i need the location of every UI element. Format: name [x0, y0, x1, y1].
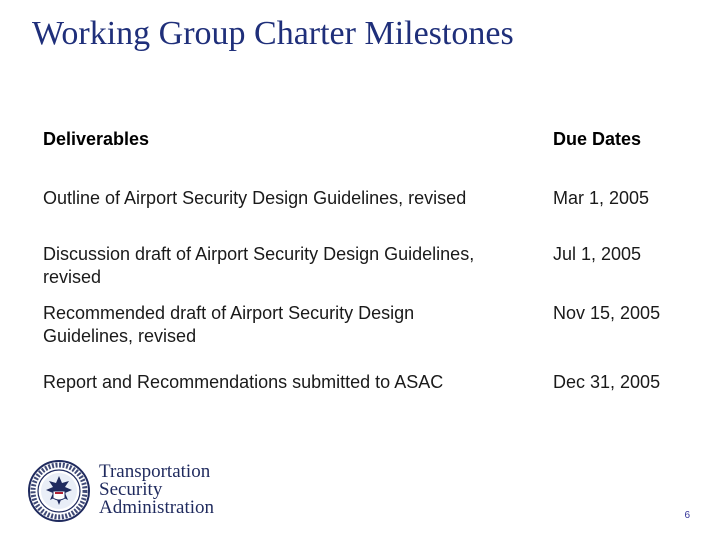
slide-title: Working Group Charter Milestones: [32, 15, 514, 52]
deliverable-cell: Discussion draft of Airport Security Design Guidelines, revised: [43, 244, 475, 287]
due-date-cell: Nov 15, 2005: [553, 303, 661, 323]
due-date-cell: Jul 1, 2005: [553, 244, 642, 264]
logo-line-administration: Administration: [99, 497, 215, 518]
due-date-cell: Mar 1, 2005: [553, 188, 650, 208]
tsa-wordmark: [99, 463, 214, 517]
logo-line-transportation: Transportation: [99, 461, 211, 482]
deliverables-header: Deliverables: [43, 129, 150, 149]
due-dates-header: Due Dates: [553, 129, 642, 149]
deliverable-cell: Report and Recommendations submitted to ASAC: [43, 372, 444, 392]
dhs-seal-icon: [28, 460, 90, 522]
tsa-logo: [28, 458, 228, 522]
deliverable-cell: Recommended draft of Airport Security Design Guidelines, revised: [43, 303, 415, 346]
deliverable-cell: Outline of Airport Security Design Guidelines, revised: [43, 188, 467, 208]
logo-line-security: Security: [99, 479, 163, 500]
due-date-cell: Dec 31, 2005: [553, 372, 661, 392]
page-number: 6: [684, 510, 690, 521]
